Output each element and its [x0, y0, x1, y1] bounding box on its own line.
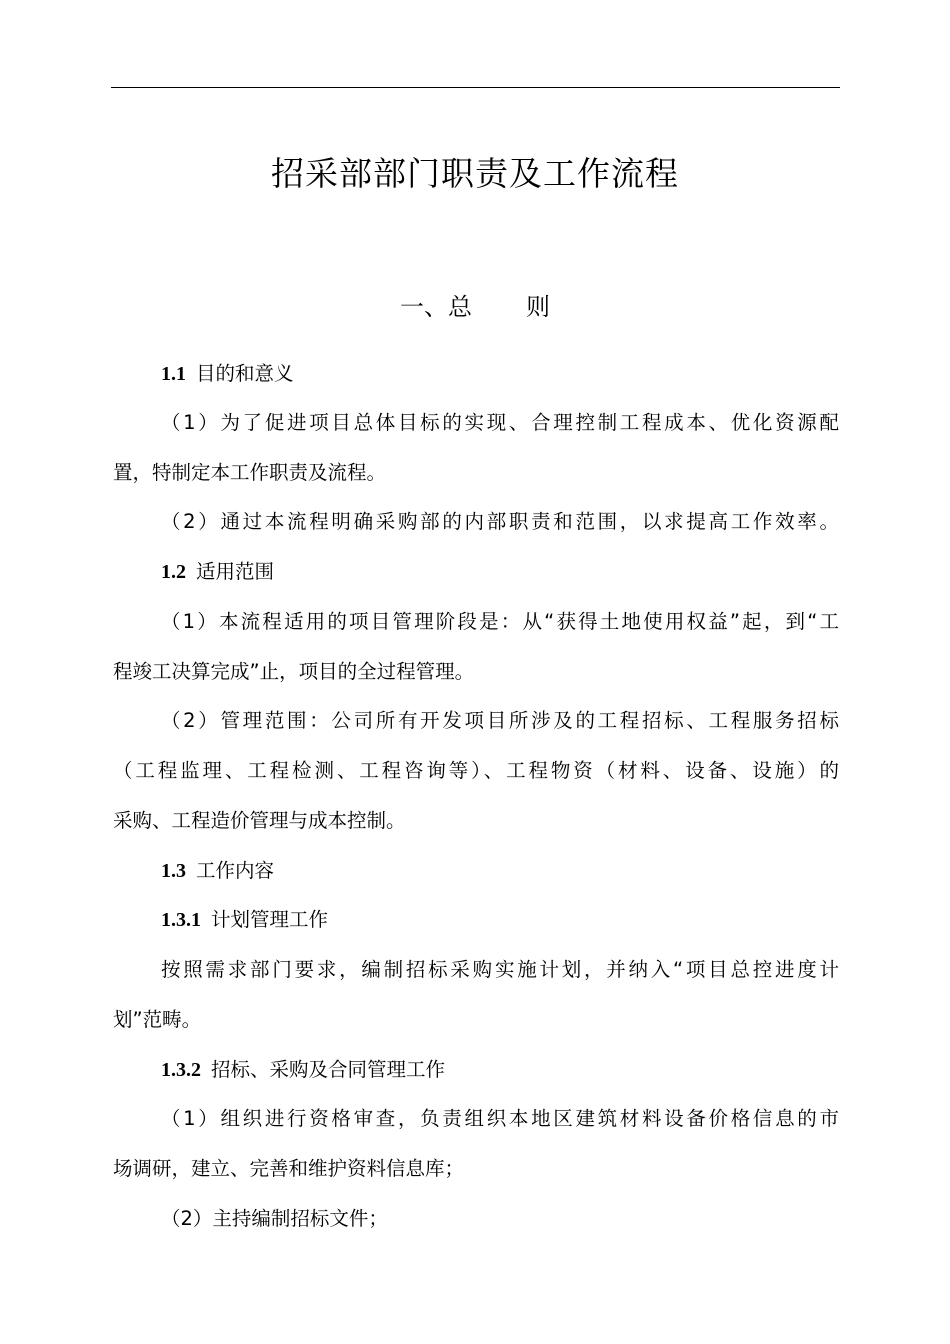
paragraph-1-2-1 — [113, 597, 839, 697]
heading-number: 1.2 — [161, 561, 186, 583]
paragraph-line: （2）通过本流程明确采购部的内部职责和范围，以求提高工作效率。 — [161, 510, 839, 533]
heading-number: 1.3.1 — [161, 909, 201, 931]
paragraph-line: （1）本流程适用的项目管理阶段是：从“获得土地使用权益”起，到“工 — [161, 610, 839, 633]
paragraph-line: （2）主持编制招标文件； — [161, 1207, 388, 1230]
paragraph-1-3-1 — [113, 945, 839, 1045]
heading-text: 目的和意义 — [196, 362, 294, 385]
heading-number: 1.1 — [161, 363, 186, 385]
paragraph-line: 置，特制定本工作职责及流程。 — [113, 461, 387, 484]
paragraph-1-2-2 — [113, 696, 839, 846]
header-rule — [111, 87, 840, 88]
paragraph-1-3-2-1 — [113, 1094, 839, 1194]
paragraph-line: 采购、工程造价管理与成本控制。 — [113, 809, 406, 832]
heading-number: 1.3 — [161, 860, 186, 882]
heading-1-3-2 — [113, 1045, 839, 1095]
paragraph-line: 划”范畴。 — [113, 1008, 202, 1031]
heading-1-2 — [113, 547, 839, 597]
heading-1-1 — [113, 349, 839, 399]
document-title: 招采部部门职责及工作流程 — [271, 154, 679, 193]
heading-1-3 — [113, 846, 839, 896]
paragraph-line: 程竣工决算完成”止，项目的全过程管理。 — [113, 660, 475, 683]
heading-text: 招标、采购及合同管理工作 — [211, 1058, 446, 1081]
section-heading-general — [0, 291, 950, 323]
heading-1-3-1 — [113, 895, 839, 945]
paragraph-1-1-2 — [113, 497, 839, 547]
paragraph-line: 场调研，建立、完善和维护资料信息库； — [113, 1157, 465, 1180]
section-heading-label-end: 则 — [526, 293, 550, 321]
section-heading-label: 一、总 — [400, 293, 472, 321]
paragraph-1-1-1 — [113, 398, 839, 498]
paragraph-line: 按照需求部门要求，编制招标采购实施计划，并纳入“项目总控进度计 — [161, 958, 839, 981]
heading-text: 工作内容 — [196, 859, 275, 882]
paragraph-line: （1）组织进行资格审查，负责组织本地区建筑材料设备价格信息的市 — [161, 1107, 839, 1130]
heading-number: 1.3.2 — [161, 1059, 201, 1081]
heading-text: 计划管理工作 — [211, 908, 329, 931]
paragraph-line: （1）为了促进项目总体目标的实现、合理控制工程成本、优化资源配 — [161, 411, 839, 434]
paragraph-line: （工程监理、工程检测、工程咨询等）、工程物资（材料、设备、设施）的 — [113, 759, 839, 782]
paragraph-1-3-2-2 — [113, 1194, 839, 1244]
paragraph-line: （2）管理范围：公司所有开发项目所涉及的工程招标、工程服务招标 — [161, 709, 839, 732]
heading-text: 适用范围 — [196, 560, 275, 583]
